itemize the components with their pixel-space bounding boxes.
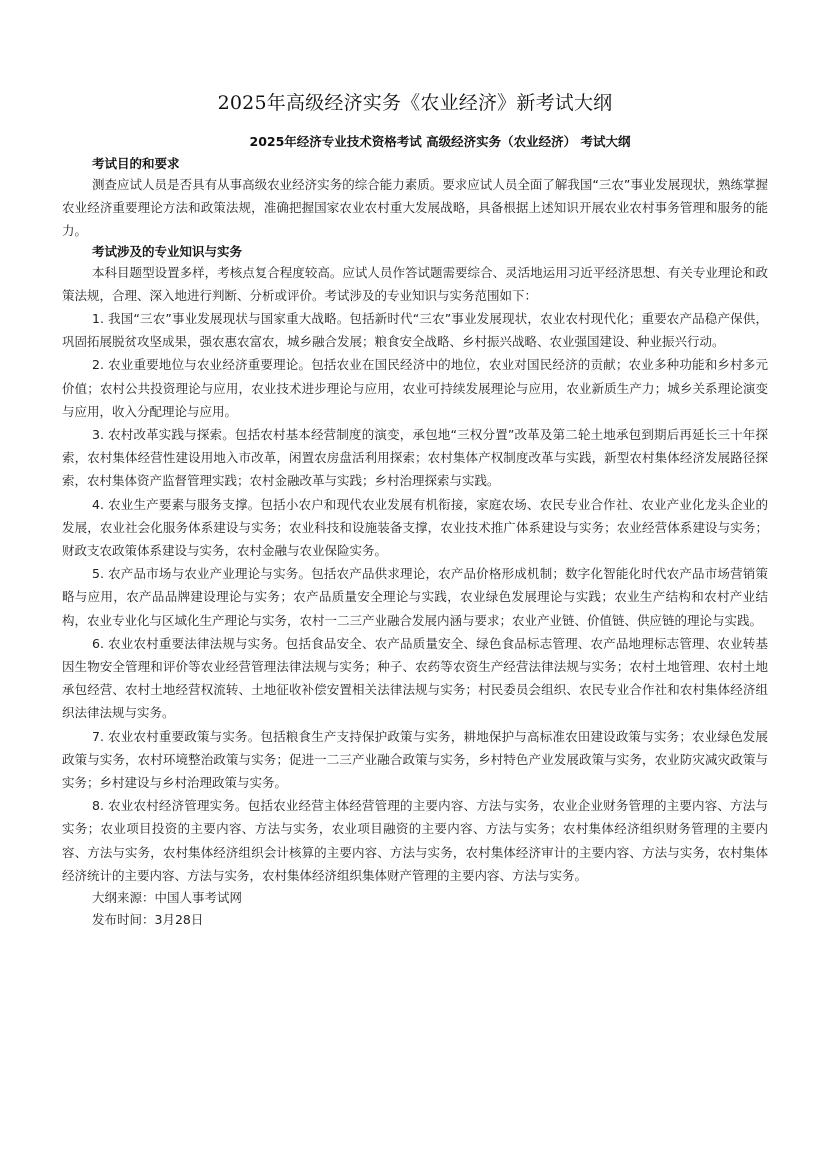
section-knowledge [62, 243, 768, 887]
section-heading: 考试涉及的专业知识与实务 [92, 243, 243, 259]
list-item: 1. 我国“三农”事业发展现状与国家重大战略。包括新时代“三农”事业发展现状，农业农村现代化；重要农产品稳产保供，巩固拓展脱贫攻坚成果，强农惠农富农，城乡融合发展；粮食安全战略、乡村振兴战略、农业强国建设、种业振兴行动。 [62, 311, 768, 350]
item-list [62, 307, 768, 887]
section-purpose [62, 155, 768, 243]
list-item: 8. 农业农村经济管理实务。包括农业经营主体经营管理的主要内容、方法与实务，农业企业财务管理的主要内容、方法与实务；农业项目投资的主要内容、方法与实务，农业项目融资的主要内容、方法与实务；农村集体经济组织财务管理的主要内容、方法与实务，农村集体经济组织会计核算的主要内容、方法与实务，农村集体经济审计的主要内容、方法与实务，农村集体经济统计的主要内容、方法与实务，农村集体经济组织集体财产管理的主要内容、方法与实务。 [62, 798, 768, 883]
list-item: 6. 农业农村重要法律法规与实务。包括食品安全、农产品质量安全、绿色食品标志管理、农产品地理标志管理、农业转基因生物安全管理和评价等农业经营管理法律法规与实务；种子、农药等农资生产经营法律法规与实务；农村土地管理、农村土地承包经营、农村土地经营权流转、土地征收补偿安置相关法律法规与实务；村民委员会组织、农民专业合作社和农村集体经济组织法律法规与实务。 [62, 635, 768, 721]
publish-time: 发布时间：3月28日 [92, 912, 204, 928]
section-intro: 本科目题型设置多样，考核点复合程度较高。应试人员作答试题需要综合、灵活地运用习近平经济思想、有关专业理论和政策法规，合理、深入地进行判断、分析或评价。考试涉及的专业知识与实务范围如下： [62, 264, 768, 303]
document-subtitle: 2025年经济专业技术资格考试 高级经济实务（农业经济） 考试大纲 [249, 134, 631, 149]
section-body: 测查应试人员是否具有从事高级农业经济实务的综合能力素质。要求应试人员全面了解我国“三农”事业发展现状，熟练掌握农业经济重要理论方法和政策法规，准确把握国家农业农村重大发展战略，具备根据上述知识开展农业农村事务管理和服务的能力。 [62, 177, 768, 239]
list-item: 5. 农产品市场与农业产业理论与实务。包括农产品供求理论，农产品价格形成机制；数字化智能化时代农产品市场营销策略与应用，农产品品牌建设理论与实务；农产品质量安全理论与实践，农业绿色发展理论与实践；农业生产结构和农村产业结构，农业专业化与区域化生产理论与实务，农村一二三产业融合发展内涵与要求；农业产业链、价值链、供应链的理论与实践。 [62, 566, 768, 628]
list-item: 2. 农业重要地位与农业经济重要理论。包括农业在国民经济中的地位，农业对国民经济的贡献；农业多种功能和乡村多元价值；农村公共投资理论与应用，农业技术进步理论与应用，农业可持续发展理论与应用，农业新质生产力；城乡关系理论演变与应用，收入分配理论与应用。 [62, 357, 768, 419]
page-title: 2025年高级经济实务《农业经济》新考试大纲 [217, 92, 613, 114]
section-heading: 考试目的和要求 [92, 156, 180, 171]
list-item: 7. 农业农村重要政策与实务。包括粮食生产支持保护政策与实务，耕地保护与高标准农田建设政策与实务；农业绿色发展政策与实务，农村环境整治政策与实务；促进一二三产业融合政策与实务，乡村特色产业发展政策与实务，农业防灾减灾政策与实务；乡村建设与乡村治理政策与实务。 [62, 728, 768, 791]
source-line: 大纲来源：中国人事考试网 [92, 890, 243, 906]
list-item: 4. 农业生产要素与服务支撑。包括小农户和现代农业发展有机衔接，家庭农场、农民专业合作社、农业产业化龙头企业的发展，农业社会化服务体系建设与实务；农业科技和设施装备支撑，农业技术推广体系建设与实务；农业经营体系建设与实务；财政支农政策体系建设与实务，农村金融与农业保险实务。 [62, 496, 768, 559]
list-item: 3. 农村改革实践与探索。包括农村基本经营制度的演变，承包地“三权分置”改革及第二轮土地承包到期后再延长三十年探索，农村集体经营性建设用地入市改革，闲置农房盘活利用探索；农村集体产权制度改革与实践，新型农村集体经济发展路径探索，农村集体资产监督管理实践；农村金融改革与实践；乡村治理探索与实践。 [62, 427, 768, 489]
